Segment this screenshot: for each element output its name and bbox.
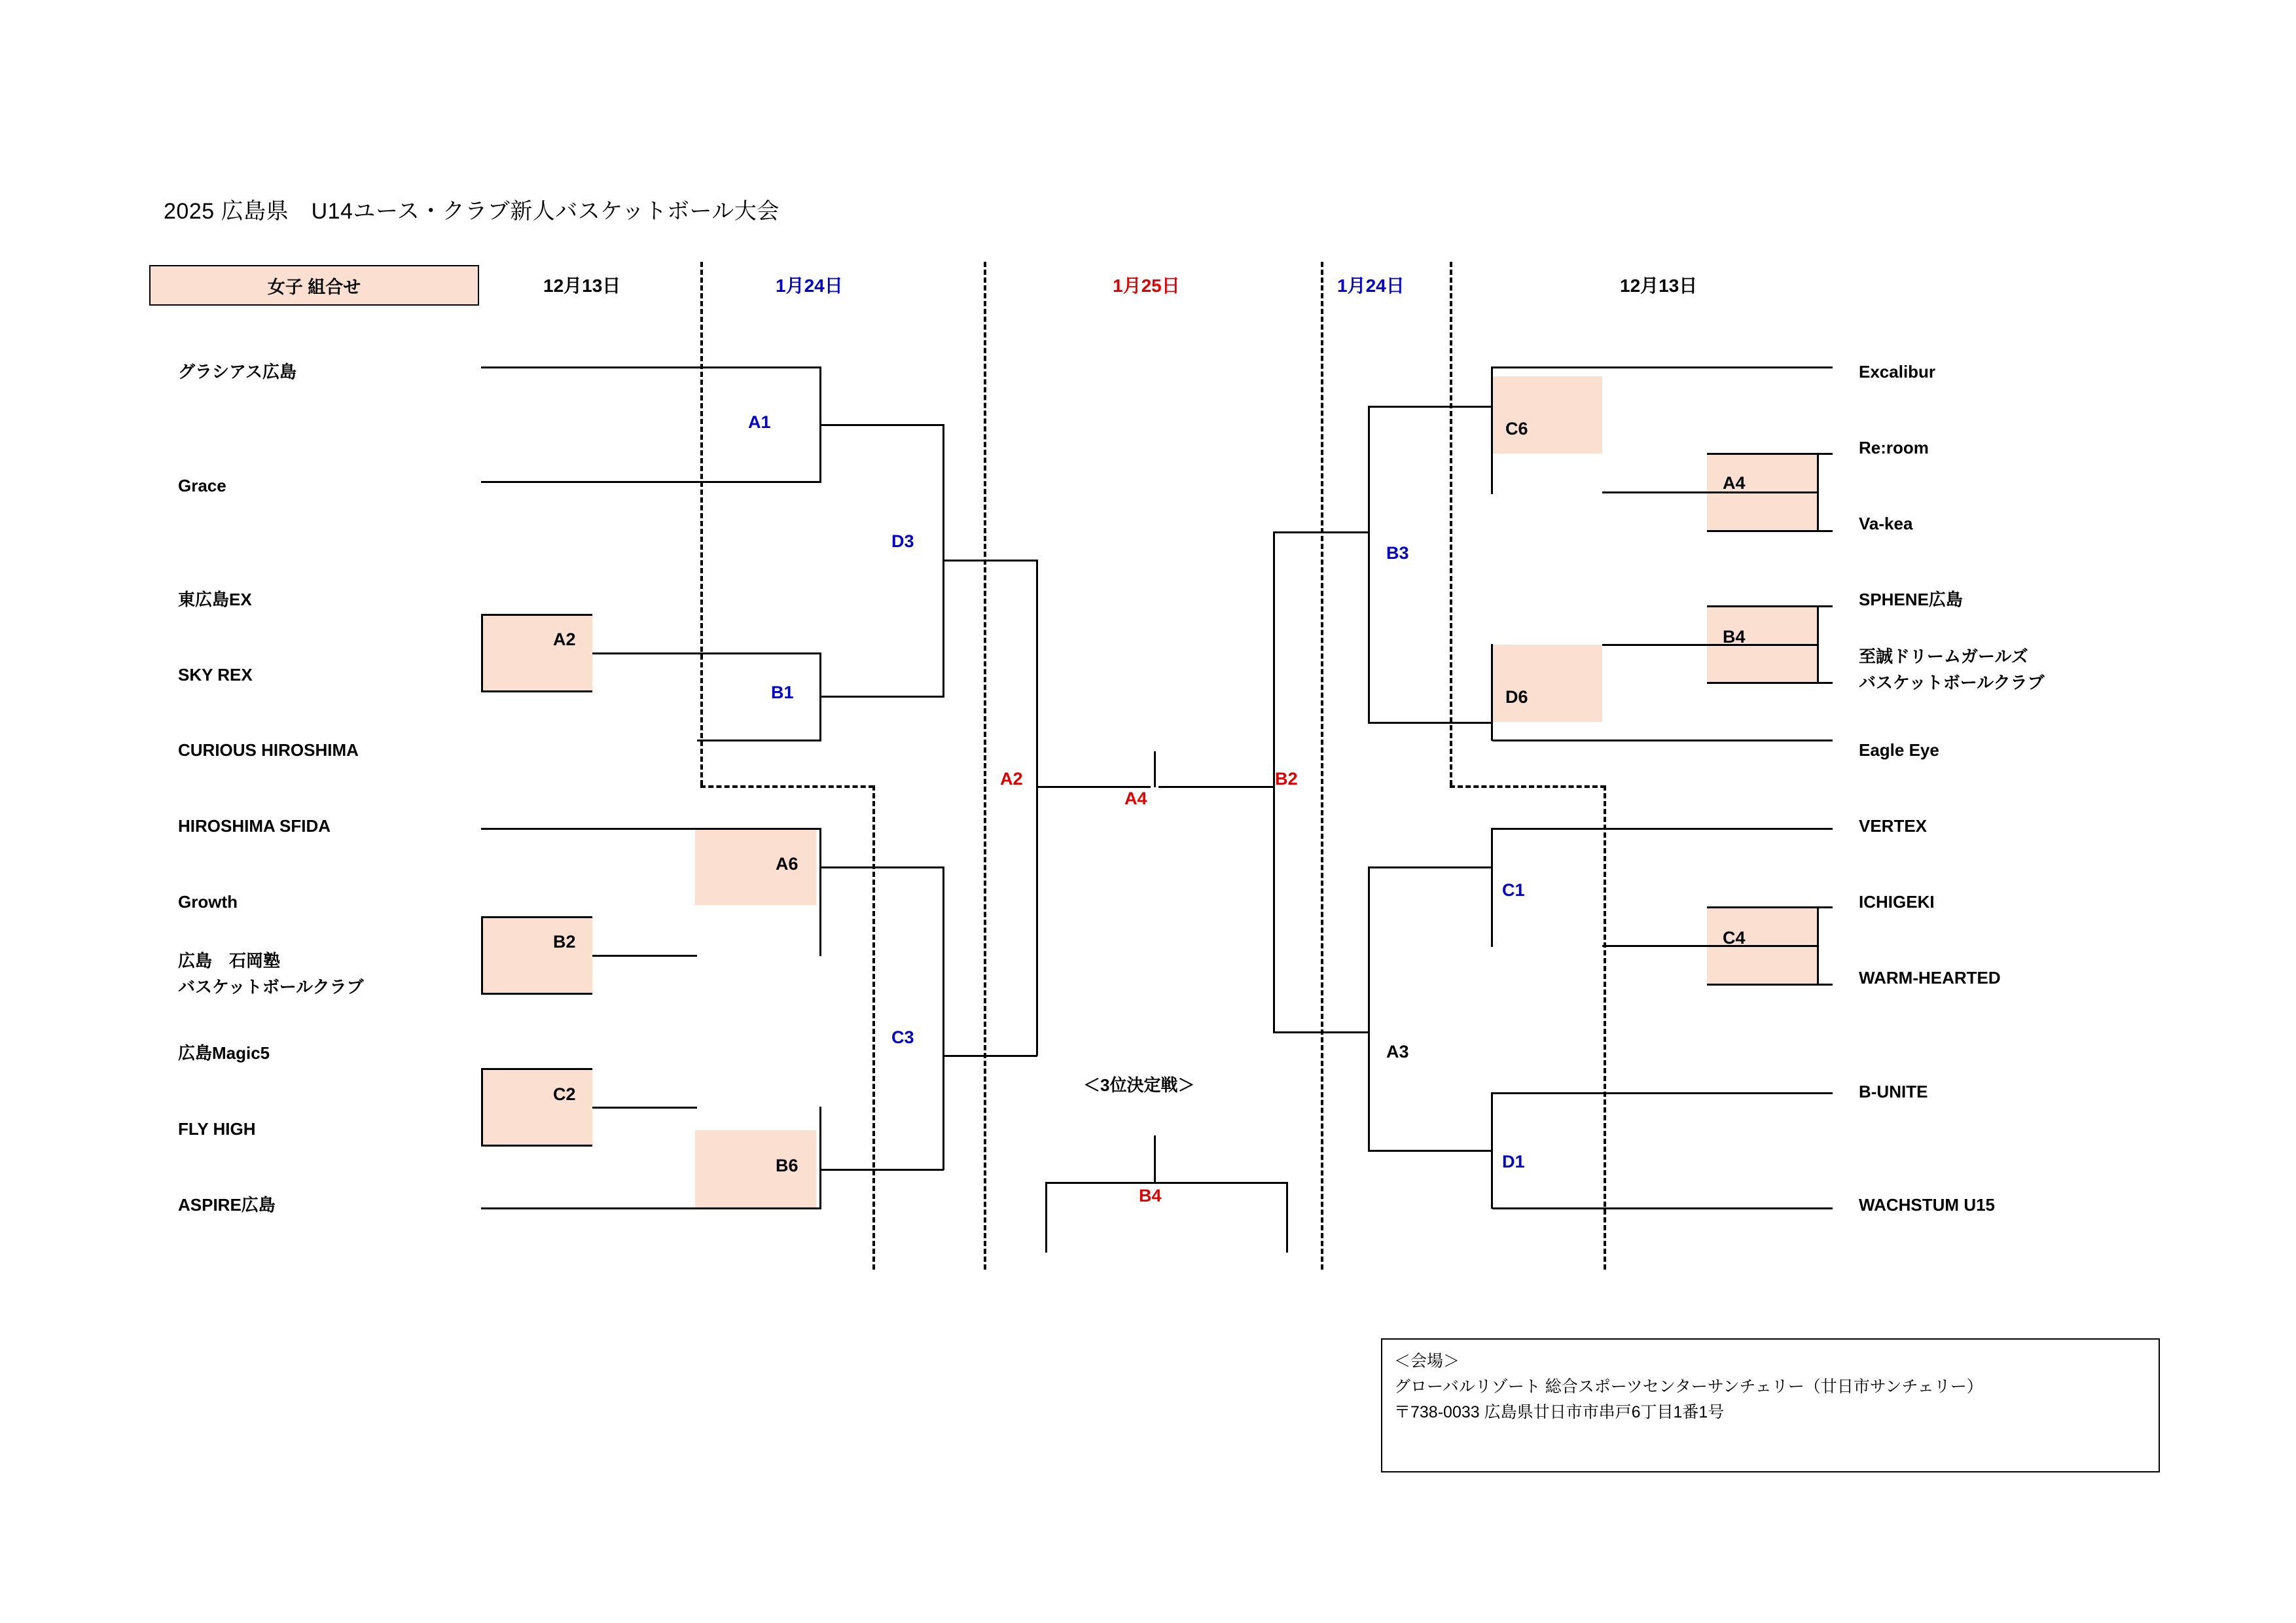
- bracket-line: [1491, 828, 1493, 947]
- bracket-line: [1492, 1207, 1833, 1209]
- team-label: Excalibur: [1859, 362, 1936, 382]
- bracket-line: [481, 614, 483, 691]
- bracket-line: [1492, 828, 1833, 830]
- team-label: VERTEX: [1859, 816, 1928, 836]
- bracket-line: [1492, 366, 1833, 368]
- venue-heading: ＜会場＞: [1394, 1352, 1460, 1370]
- match-code-c6: C6: [1505, 419, 1528, 438]
- match-code-c2: C2: [553, 1084, 576, 1104]
- bracket-line: [1707, 906, 1833, 908]
- bracket-line: [1602, 644, 1818, 646]
- bracket-line: [481, 1068, 483, 1145]
- match-code-b4-right: B4: [1723, 627, 1746, 647]
- team-label: 東広島EX: [178, 590, 252, 609]
- bracket-line: [481, 916, 483, 993]
- bracket-line: [1707, 984, 1833, 986]
- bracket-line: [481, 1145, 592, 1147]
- match-code-final: A4: [1124, 789, 1147, 808]
- third-place-line: [1045, 1182, 1047, 1253]
- bracket-line: [1602, 491, 1818, 493]
- venue-line-1: グローバルリゾート 総合スポーツセンターサンチェリー（廿日市サンチェリー）: [1394, 1377, 1983, 1396]
- bracket-line: [819, 1169, 944, 1171]
- bracket-line: [942, 866, 944, 1170]
- bracket-line: [592, 955, 697, 957]
- bracket-line: [1368, 1150, 1492, 1152]
- match-code-a1: A1: [748, 412, 771, 432]
- team-label: Re:room: [1859, 438, 1929, 457]
- court-shade-c2: [481, 1068, 592, 1145]
- bracket-line: [1602, 945, 1818, 947]
- bracket-line: [1707, 453, 1833, 455]
- match-code-d1: D1: [1502, 1152, 1525, 1171]
- team-label: Va-kea: [1859, 514, 1913, 533]
- team-label: 広島Magic5: [178, 1043, 270, 1063]
- venue-line-2: 〒738-0033 広島県廿日市市串戸6丁目1番1号: [1394, 1402, 1725, 1421]
- match-code-c3: C3: [891, 1027, 914, 1047]
- bracket-line: [819, 828, 821, 956]
- bracket-line: [1158, 786, 1275, 788]
- court-shade-b2: [481, 916, 592, 993]
- team-label: Grace: [178, 476, 226, 495]
- dashed-separator: [1450, 262, 1452, 785]
- dashed-separator: [1604, 785, 1606, 1270]
- bracket-line: [481, 828, 821, 830]
- dashed-separator: [872, 785, 875, 1270]
- team-label: SKY REX: [178, 665, 253, 685]
- date-header-final: 1月25日: [1113, 276, 1180, 296]
- team-label: Growth: [178, 892, 238, 912]
- match-code-b3: B3: [1386, 543, 1409, 563]
- bracket-line: [819, 696, 944, 698]
- bracket-line: [481, 690, 592, 692]
- match-code-semi-left: A2: [1000, 769, 1023, 789]
- match-code-semi-right: B2: [1275, 769, 1298, 789]
- match-code-a3: A3: [1386, 1042, 1409, 1061]
- match-code-a6: A6: [776, 854, 798, 874]
- match-code-a2-left: A2: [553, 630, 576, 649]
- date-header-right-inner: 1月24日: [1337, 276, 1405, 296]
- court-shade-d6: [1492, 645, 1602, 722]
- match-code-c1: C1: [1502, 880, 1525, 900]
- dashed-separator: [1450, 785, 1605, 788]
- team-label: SPHENE広島: [1859, 590, 1963, 609]
- bracket-line: [1707, 605, 1833, 607]
- team-label: 広島 石岡塾: [178, 951, 281, 971]
- date-header-right-outer: 12月13日: [1620, 276, 1698, 296]
- dashed-separator: [700, 785, 874, 788]
- bracket-line: [1492, 740, 1833, 741]
- category-badge: 女子 組合せ: [149, 265, 479, 306]
- date-header-left-inner: 1月24日: [776, 276, 843, 296]
- bracket-line: [1368, 866, 1492, 868]
- final-tick: [1154, 751, 1156, 787]
- bracket-line: [1368, 866, 1370, 1152]
- bracket-line: [481, 481, 821, 483]
- bracket-line: [1368, 406, 1492, 408]
- bracket-line: [819, 1107, 821, 1209]
- bracket-line: [1492, 1092, 1833, 1094]
- match-code-d6: D6: [1505, 687, 1528, 707]
- bracket-line: [481, 614, 592, 616]
- team-label: 至誠ドリームガールズ: [1859, 647, 2028, 666]
- match-code-b6: B6: [776, 1156, 798, 1175]
- match-code-b1: B1: [771, 683, 794, 702]
- match-code-a4-right: A4: [1723, 473, 1746, 493]
- third-place-label: ＜3位決定戦＞: [1083, 1075, 1195, 1095]
- team-label: CURIOUS HIROSHIMA: [178, 740, 359, 760]
- court-shade-a2: [481, 614, 592, 691]
- bracket-line: [942, 560, 1037, 562]
- team-label: WARM-HEARTED: [1859, 968, 2001, 988]
- match-code-b2: B2: [553, 932, 576, 952]
- bracket-line: [1491, 644, 1493, 741]
- dashed-separator: [700, 262, 703, 785]
- team-label: Eagle Eye: [1859, 740, 1939, 760]
- team-label: WACHSTUM U15: [1859, 1195, 1996, 1215]
- bracket-line: [942, 1055, 1037, 1057]
- dashed-separator: [984, 262, 986, 1270]
- third-place-line: [1045, 1182, 1287, 1184]
- team-label: ASPIRE広島: [178, 1195, 276, 1215]
- team-label: グラシアス広島: [178, 362, 296, 382]
- bracket-line: [481, 916, 592, 918]
- bracket-line: [819, 866, 944, 868]
- bracket-line: [481, 1207, 821, 1209]
- bracket-line: [1491, 366, 1493, 494]
- dashed-separator: [1321, 262, 1323, 1270]
- match-code-third: B4: [1139, 1186, 1162, 1205]
- third-place-line: [1286, 1182, 1288, 1253]
- bracket-line: [1368, 722, 1492, 724]
- bracket-line: [1707, 530, 1833, 532]
- team-label: B-UNITE: [1859, 1082, 1928, 1101]
- bracket-line: [1036, 786, 1151, 788]
- bracket-line: [592, 1107, 697, 1109]
- team-label: バスケットボールクラブ: [1859, 673, 2045, 692]
- bracket-line: [481, 1068, 592, 1070]
- date-header-left-outer: 12月13日: [543, 276, 621, 296]
- bracket-line: [1707, 682, 1833, 684]
- third-place-tick: [1154, 1135, 1156, 1183]
- venue-box: [1381, 1338, 2160, 1472]
- bracket-line: [592, 652, 821, 654]
- team-label: FLY HIGH: [178, 1119, 256, 1139]
- page-title: 2025 広島県 U14ユース・クラブ新人バスケットボール大会: [164, 199, 780, 224]
- bracket-line: [481, 366, 821, 368]
- team-label: HIROSHIMA SFIDA: [178, 816, 331, 836]
- bracket-line: [1036, 560, 1038, 1056]
- team-label: ICHIGEKI: [1859, 892, 1935, 912]
- bracket-line: [481, 993, 592, 995]
- court-shade-c6: [1492, 376, 1602, 454]
- match-code-d3: D3: [891, 531, 914, 551]
- bracket-line: [697, 740, 821, 741]
- bracket-line: [1368, 406, 1370, 723]
- match-code-c4: C4: [1723, 928, 1746, 948]
- team-label: バスケットボールクラブ: [178, 977, 364, 997]
- bracket-line: [819, 424, 944, 426]
